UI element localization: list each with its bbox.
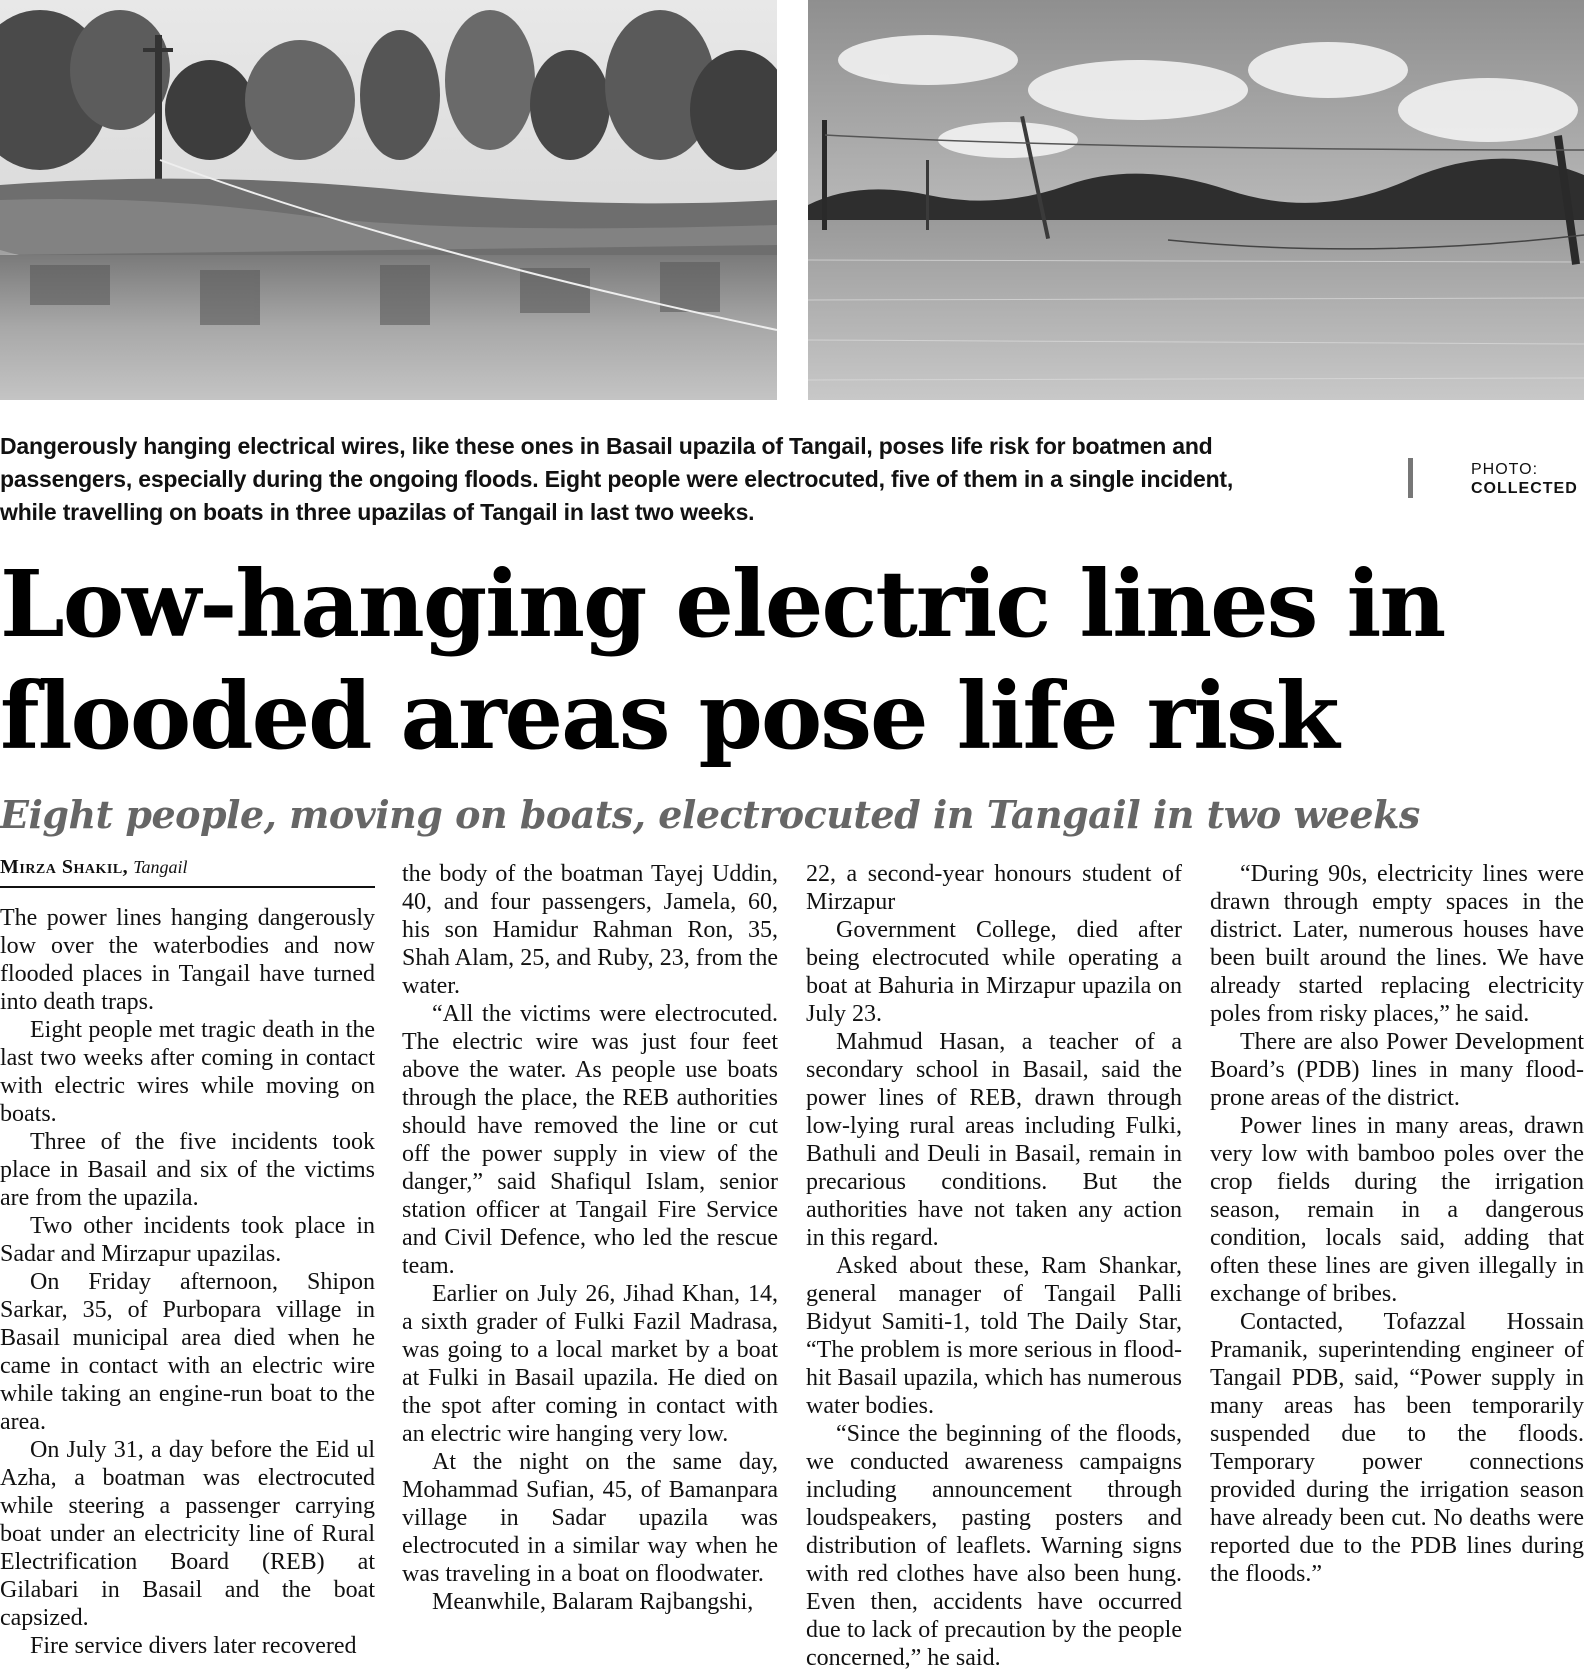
paragraph: Contacted, Tofazzal Hossain Pramanik, superintending engineer of Tangail PDB, said, “Power supply in many areas has been temporarily suspended due to the floods. Temporary power connections provided during the irrigation season have already been cut. No deaths were reported due to the PDB lines during the floods.” xyxy=(1210,1309,1584,1587)
flood-photo-left-image xyxy=(0,0,777,400)
paragraph: Government College, died after being electrocuted while operating a boat at Bahuria in Mirzapur upazila on July 23. xyxy=(806,917,1182,1027)
paragraph: At the night on the same day, Mohammad Sufian, 45, of Bamanpara village in Sadar upazila was electrocuted in a similar way when he was traveling in a boat on floodwater. xyxy=(402,1449,778,1587)
byline xyxy=(0,854,375,888)
paragraph: “Since the beginning of the floods, we conducted awareness campaigns including announcement through loudspeakers, pasting posters and distribution of leaflets. Warning signs with red clothes have also been hung. Even then, accidents have occurred due to lack of precaution by the people concerned,” he said. xyxy=(806,1421,1182,1671)
article-column-3 xyxy=(806,860,1182,1672)
paragraph: There are also Power Development Board’s (PDB) lines in many flood-prone areas of the district. xyxy=(1210,1029,1584,1111)
paragraph: “All the victims were electrocuted. The electric wire was just four feet above the water. As people use boats through the place, the REB authorities should have removed the line or cut off the power supply in view of the danger,” said Shafiqul Islam, senior station officer at Tangail Fire Service and Civil Defence, who led the rescue team. xyxy=(402,1001,778,1279)
subheadline: Eight people, moving on boats, electrocuted in Tangail in two weeks xyxy=(0,792,1420,837)
flood-photo-right-image xyxy=(808,0,1584,400)
paragraph: Fire service divers later recovered xyxy=(30,1633,357,1659)
paragraph: Asked about these, Ram Shankar, general manager of Tangail Palli Bidyut Samiti-1, told The Daily Star, “The problem is more serious in flood-hit Basail upazila, which has numerous water bodies. xyxy=(806,1253,1182,1419)
paragraph: Mahmud Hasan, a teacher of a secondary school in Basail, said the power lines of REB, drawn through low-lying rural areas including Fulki, Bathuli and Deuli in Basail, remain in precarious conditions. But the authorities have not taken any action in this regard. xyxy=(806,1029,1182,1251)
article-column-2 xyxy=(402,860,778,1616)
paragraph: “During 90s, electricity lines were drawn through empty spaces in the district. Later, numerous houses have been built around the lines. We have already started replacing electricity poles from risky places,” he said. xyxy=(1210,861,1584,1027)
paragraph: Three of the five incidents took place in Basail and six of the victims are from the upazila. xyxy=(0,1129,375,1211)
photo-credit-label: PHOTO: xyxy=(1471,461,1539,478)
paragraph: Two other incidents took place in Sadar and Mirzapur upazilas. xyxy=(0,1213,375,1267)
flood-photo-right xyxy=(808,0,1584,400)
article-column-4 xyxy=(1210,860,1584,1588)
byline-place: Tangail xyxy=(133,857,188,877)
photo-credit xyxy=(1471,460,1578,498)
flood-photo-left xyxy=(0,0,777,400)
headline: Low-hanging electric lines in flooded areas pose life risk xyxy=(0,550,1445,770)
paragraph: On Friday afternoon, Shipon Sarkar, 35, of Purbopara village in Basail municipal area died when he came in contact with an electric wire while taking an engine-run boat to the area. xyxy=(0,1269,375,1435)
paragraph: 22, a second-year honours student of Mirzapur xyxy=(806,861,1182,915)
photo-caption: Dangerously hanging electrical wires, like these ones in Basail upazila of Tangail, poses life risk for boatmen and passengers, especially during the ongoing floods. Eight people were electrocuted, five of them in a single incident, while travelling on boats in three upazilas of Tangail in last two weeks. xyxy=(0,433,1234,525)
article-column-1 xyxy=(0,904,375,1660)
paragraph: Eight people met tragic death in the last two weeks after coming in contact with electric wires while moving on boats. xyxy=(0,1017,375,1127)
credit-divider xyxy=(1408,458,1413,498)
byline-author: Mirza Shakil, xyxy=(0,856,129,878)
paragraph: Meanwhile, Balaram Rajbangshi, xyxy=(432,1589,754,1615)
photo-credit-source: COLLECTED xyxy=(1471,480,1578,497)
paragraph: the body of the boatman Tayej Uddin, 40, and four passengers, Jamela, 60, his son Hamidur Rahman Ron, 35, Shah Alam, 25, and Ruby, 23, from the water. xyxy=(402,861,778,999)
paragraph: The power lines hanging dangerously low over the waterbodies and now flooded places in Tangail have turned into death traps. xyxy=(0,905,375,1015)
paragraph: Earlier on July 26, Jihad Khan, 14, a sixth grader of Fulki Fazil Madrasa, was going to a local market by a boat at Fulki in Basail upazila. He died on the spot after coming in contact with an electric wire hanging very low. xyxy=(402,1281,778,1447)
paragraph: On July 31, a day before the Eid ul Azha, a boatman was electrocuted while steering a passenger carrying boat under an electricity line of Rural Electrification Board (REB) at Gilabari in Basail and the boat capsized. xyxy=(0,1437,375,1631)
paragraph: Power lines in many areas, drawn very low with bamboo poles over the crop fields during the irrigation season, remain in a dangerous condition, locals said, adding that often these lines are given illegally in exchange of bribes. xyxy=(1210,1113,1584,1307)
